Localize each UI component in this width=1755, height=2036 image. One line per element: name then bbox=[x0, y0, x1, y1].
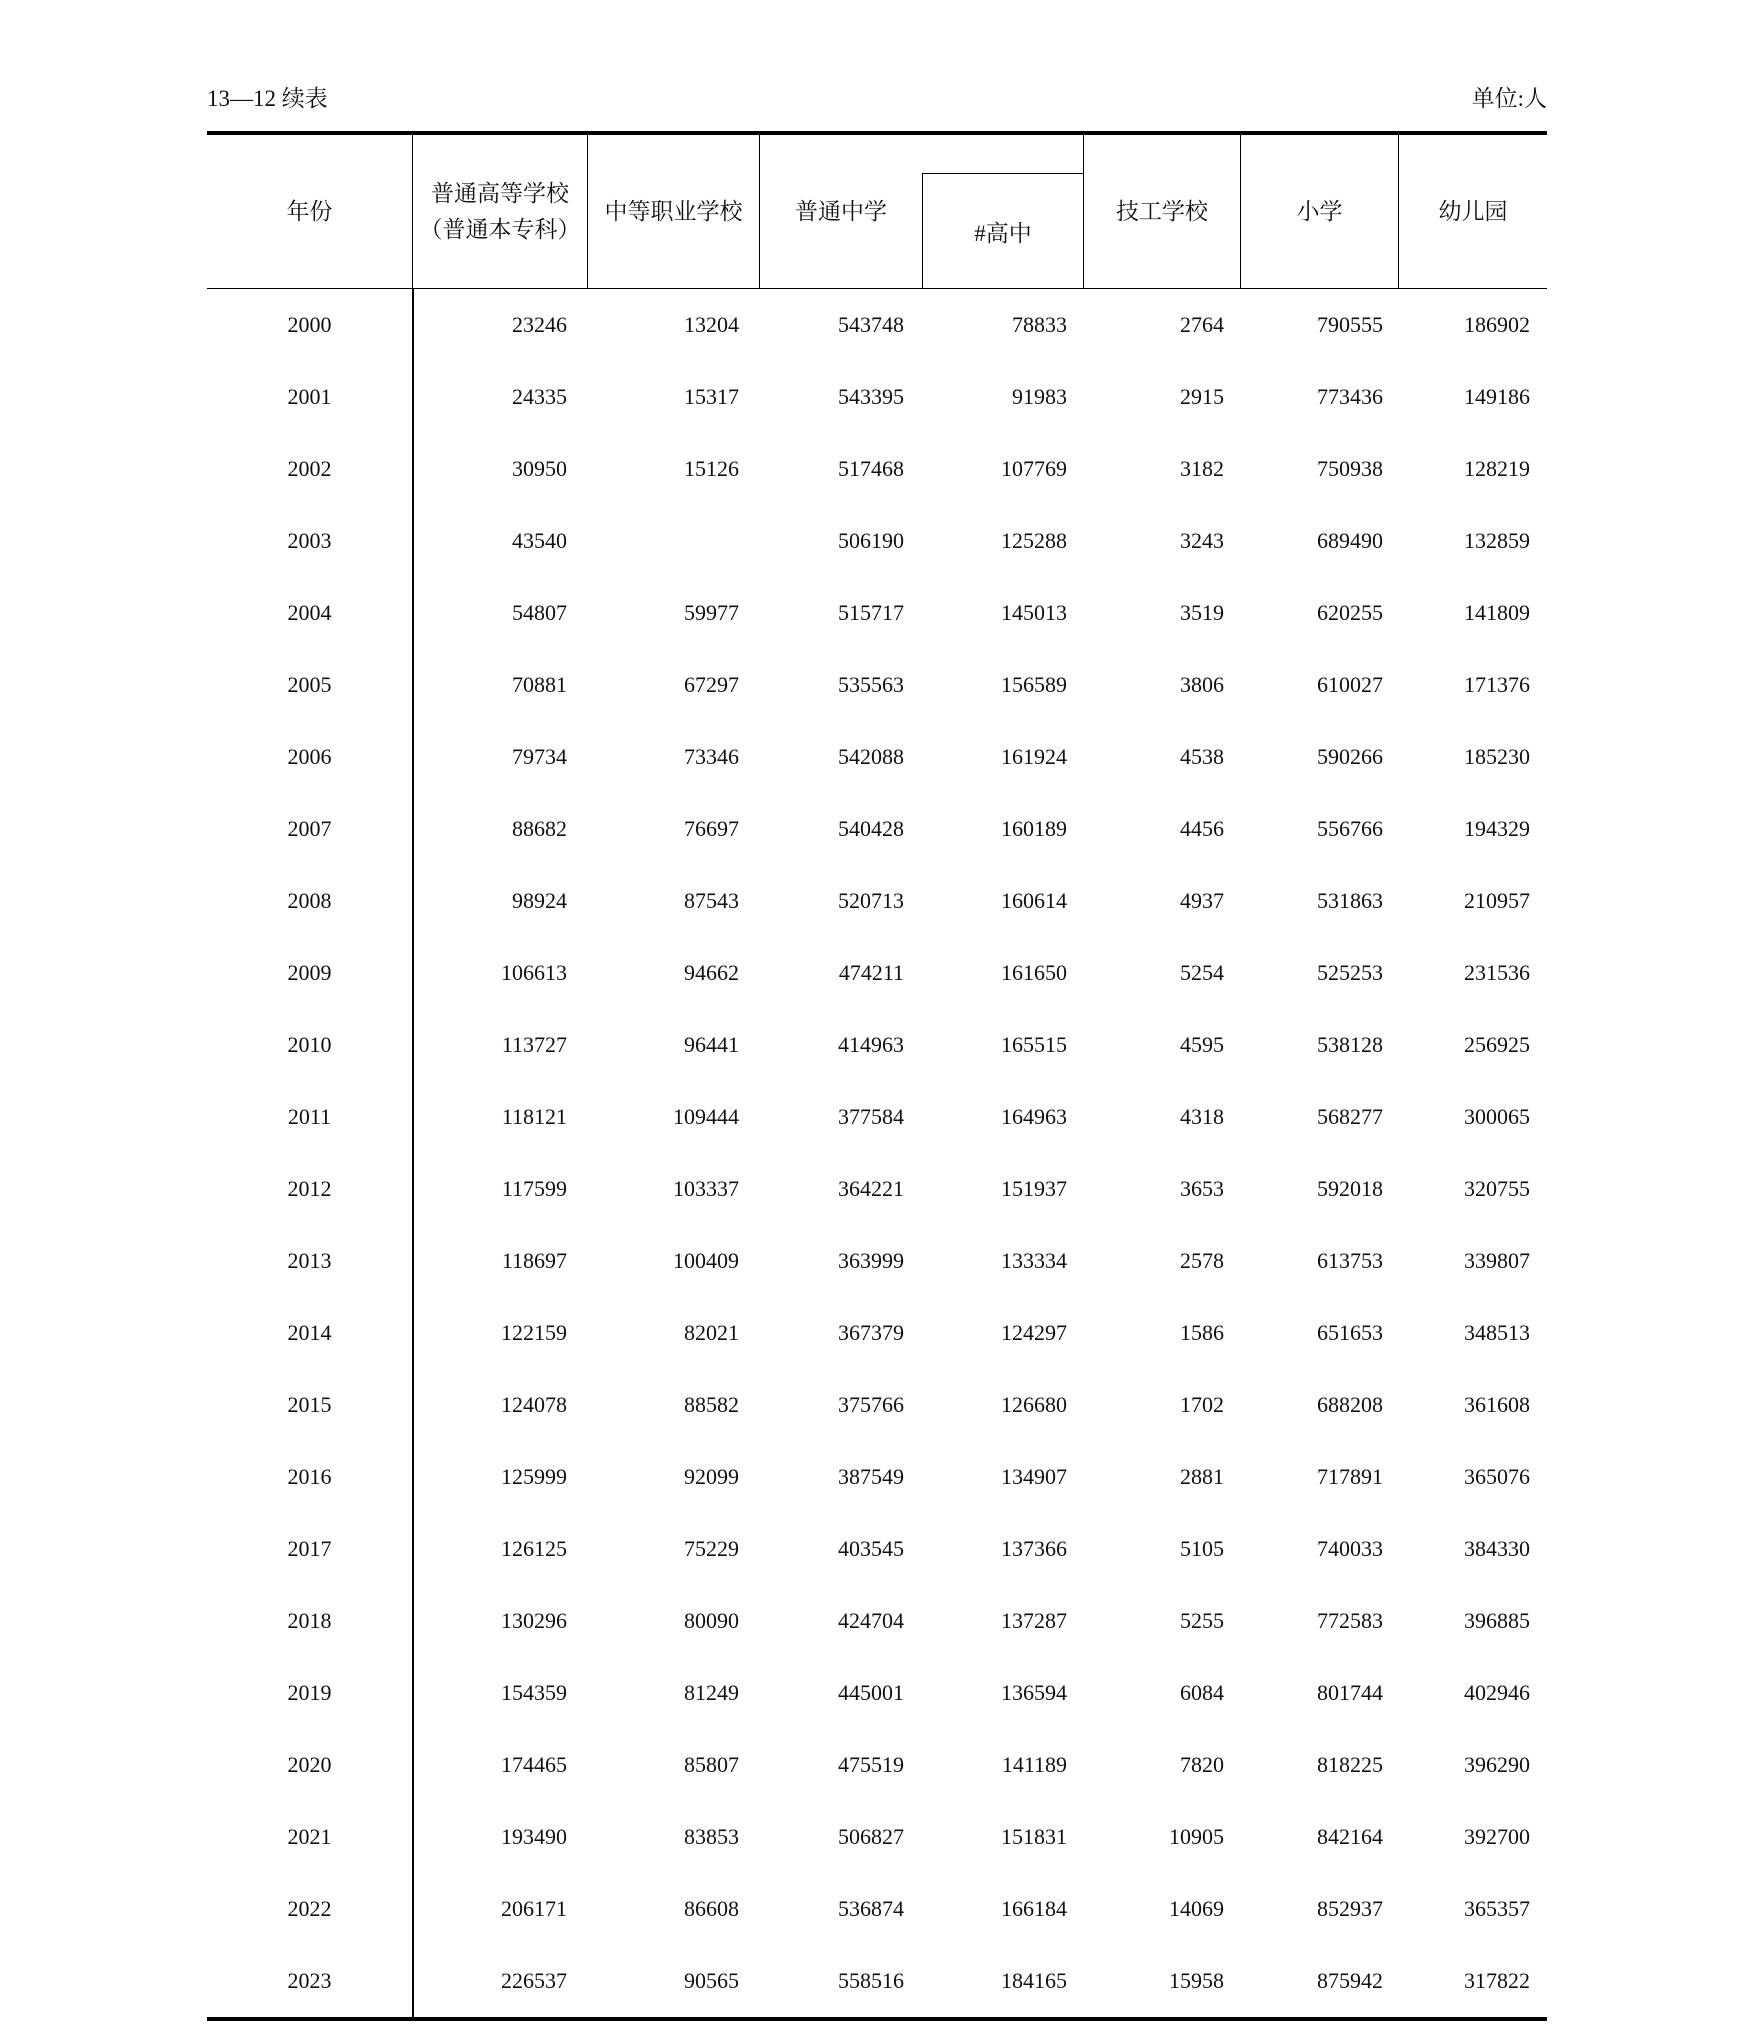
header-general-secondary-label: 普通中学 bbox=[795, 198, 887, 224]
cell-technical: 2915 bbox=[1180, 384, 1224, 409]
cell-senior-high: 160189 bbox=[1001, 816, 1067, 841]
table-row bbox=[207, 505, 1547, 577]
cell-year: 2004 bbox=[287, 600, 332, 625]
cell-kindergarten: 392700 bbox=[1464, 1824, 1530, 1849]
header-technical bbox=[1083, 135, 1240, 288]
cell-technical: 6084 bbox=[1180, 1680, 1224, 1705]
cell-senior-high: 161650 bbox=[1001, 960, 1067, 985]
cell-year: 2018 bbox=[287, 1608, 332, 1633]
cell-higher-ed: 43540 bbox=[512, 528, 567, 553]
table-row bbox=[207, 1657, 1547, 1729]
cell-general-secondary: 558516 bbox=[838, 1968, 904, 1993]
cell-secondary-vocational: 92099 bbox=[684, 1464, 739, 1489]
cell-general-secondary: 414963 bbox=[838, 1032, 904, 1057]
cell-primary: 801744 bbox=[1317, 1680, 1383, 1705]
table-header bbox=[207, 135, 1547, 289]
cell-technical: 5254 bbox=[1180, 960, 1224, 985]
cell-higher-ed: 113727 bbox=[501, 1032, 567, 1057]
cell-senior-high: 124297 bbox=[1001, 1320, 1067, 1345]
cell-technical: 4937 bbox=[1180, 888, 1224, 913]
cell-senior-high: 136594 bbox=[1001, 1680, 1067, 1705]
cell-senior-high: 156589 bbox=[1001, 672, 1067, 697]
cell-year: 2023 bbox=[287, 1968, 332, 1993]
cell-senior-high: 126680 bbox=[1001, 1392, 1067, 1417]
cell-general-secondary: 542088 bbox=[838, 744, 904, 769]
cell-primary: 688208 bbox=[1317, 1392, 1383, 1417]
cell-secondary-vocational: 83853 bbox=[684, 1824, 739, 1849]
cell-secondary-vocational: 90565 bbox=[684, 1968, 739, 1993]
cell-year: 2010 bbox=[287, 1032, 332, 1057]
cell-general-secondary: 540428 bbox=[838, 816, 904, 841]
header-senior-high-label: #高中 bbox=[974, 220, 1032, 246]
cell-technical: 3182 bbox=[1180, 456, 1224, 481]
cell-primary: 651653 bbox=[1317, 1320, 1383, 1345]
cell-higher-ed: 154359 bbox=[501, 1680, 567, 1705]
cell-higher-ed: 88682 bbox=[512, 816, 567, 841]
cell-secondary-vocational: 103337 bbox=[673, 1176, 739, 1201]
cell-higher-ed: 206171 bbox=[501, 1896, 567, 1921]
cell-general-secondary: 445001 bbox=[838, 1680, 904, 1705]
cell-general-secondary: 515717 bbox=[838, 600, 904, 625]
cell-technical: 1586 bbox=[1180, 1320, 1224, 1345]
cell-higher-ed: 124078 bbox=[501, 1392, 567, 1417]
table-row bbox=[207, 1585, 1547, 1657]
cell-year: 2001 bbox=[287, 384, 332, 409]
cell-technical: 1702 bbox=[1180, 1392, 1224, 1417]
cell-year: 2011 bbox=[287, 1104, 332, 1129]
cell-secondary-vocational: 96441 bbox=[684, 1032, 739, 1057]
cell-year: 2013 bbox=[287, 1248, 332, 1273]
cell-senior-high: 164963 bbox=[1001, 1104, 1067, 1129]
cell-secondary-vocational: 76697 bbox=[684, 816, 739, 841]
cell-senior-high: 141189 bbox=[1001, 1752, 1067, 1777]
table-row bbox=[207, 649, 1547, 721]
cell-senior-high: 161924 bbox=[1001, 744, 1067, 769]
cell-kindergarten: 300065 bbox=[1464, 1104, 1530, 1129]
cell-kindergarten: 402946 bbox=[1464, 1680, 1530, 1705]
cell-general-secondary: 520713 bbox=[838, 888, 904, 913]
table-row bbox=[207, 937, 1547, 1009]
cell-secondary-vocational: 15317 bbox=[684, 384, 739, 409]
cell-technical: 4538 bbox=[1180, 744, 1224, 769]
cell-primary: 852937 bbox=[1317, 1896, 1383, 1921]
cell-general-secondary: 535563 bbox=[838, 672, 904, 697]
data-table bbox=[207, 131, 1547, 2021]
cell-secondary-vocational: 86608 bbox=[684, 1896, 739, 1921]
cell-general-secondary: 506190 bbox=[838, 528, 904, 553]
cell-year: 2002 bbox=[287, 456, 332, 481]
cell-primary: 620255 bbox=[1317, 600, 1383, 625]
table-row bbox=[207, 1945, 1547, 2017]
cell-senior-high: 160614 bbox=[1001, 888, 1067, 913]
cell-secondary-vocational: 73346 bbox=[684, 744, 739, 769]
cell-kindergarten: 256925 bbox=[1464, 1032, 1530, 1057]
cell-general-secondary: 543395 bbox=[838, 384, 904, 409]
cell-secondary-vocational bbox=[587, 505, 739, 577]
cell-higher-ed: 122159 bbox=[501, 1320, 567, 1345]
cell-year: 2022 bbox=[287, 1896, 332, 1921]
cell-secondary-vocational: 88582 bbox=[684, 1392, 739, 1417]
cell-higher-ed: 70881 bbox=[512, 672, 567, 697]
cell-kindergarten: 141809 bbox=[1464, 600, 1530, 625]
cell-primary: 592018 bbox=[1317, 1176, 1383, 1201]
cell-technical: 4318 bbox=[1180, 1104, 1224, 1129]
cell-primary: 717891 bbox=[1317, 1464, 1383, 1489]
cell-secondary-vocational: 100409 bbox=[673, 1248, 739, 1273]
cell-technical: 3653 bbox=[1180, 1176, 1224, 1201]
cell-higher-ed: 24335 bbox=[512, 384, 567, 409]
table-row bbox=[207, 1297, 1547, 1369]
header-secondary-vocational-label: 中等职业学校 bbox=[604, 198, 743, 224]
header-year bbox=[207, 135, 412, 288]
cell-technical: 5105 bbox=[1180, 1536, 1224, 1561]
header-higher-ed-line1: 普通高等学校 bbox=[431, 180, 569, 206]
cell-senior-high: 107769 bbox=[1001, 456, 1067, 481]
cell-higher-ed: 79734 bbox=[512, 744, 567, 769]
cell-primary: 610027 bbox=[1317, 672, 1383, 697]
cell-secondary-vocational: 75229 bbox=[684, 1536, 739, 1561]
cell-year: 2006 bbox=[287, 744, 332, 769]
cell-year: 2016 bbox=[287, 1464, 332, 1489]
cell-year: 2003 bbox=[287, 528, 332, 553]
table-row bbox=[207, 1873, 1547, 1945]
cell-primary: 818225 bbox=[1317, 1752, 1383, 1777]
cell-technical: 3243 bbox=[1180, 528, 1224, 553]
cell-higher-ed: 226537 bbox=[501, 1968, 567, 1993]
cell-general-secondary: 367379 bbox=[838, 1320, 904, 1345]
cell-kindergarten: 396885 bbox=[1464, 1608, 1530, 1633]
cell-year: 2005 bbox=[287, 672, 332, 697]
cell-technical: 2881 bbox=[1180, 1464, 1224, 1489]
cell-kindergarten: 384330 bbox=[1464, 1536, 1530, 1561]
cell-senior-high: 133334 bbox=[1001, 1248, 1067, 1273]
cell-higher-ed: 30950 bbox=[512, 456, 567, 481]
table-row bbox=[207, 1729, 1547, 1801]
cell-general-secondary: 475519 bbox=[838, 1752, 904, 1777]
cell-kindergarten: 128219 bbox=[1464, 456, 1530, 481]
cell-higher-ed: 118121 bbox=[501, 1104, 567, 1129]
header-secondary-vocational bbox=[587, 135, 759, 288]
cell-technical: 7820 bbox=[1180, 1752, 1224, 1777]
cell-technical: 5255 bbox=[1180, 1608, 1224, 1633]
cell-primary: 740033 bbox=[1317, 1536, 1383, 1561]
table-row bbox=[207, 361, 1547, 433]
cell-secondary-vocational: 59977 bbox=[684, 600, 739, 625]
cell-primary: 773436 bbox=[1317, 384, 1383, 409]
cell-higher-ed: 130296 bbox=[501, 1608, 567, 1633]
cell-primary: 568277 bbox=[1317, 1104, 1383, 1129]
cell-year: 2007 bbox=[287, 816, 332, 841]
cell-general-secondary: 364221 bbox=[838, 1176, 904, 1201]
cell-secondary-vocational: 15126 bbox=[684, 456, 739, 481]
table-row bbox=[207, 577, 1547, 649]
cell-secondary-vocational: 85807 bbox=[684, 1752, 739, 1777]
cell-technical: 4595 bbox=[1180, 1032, 1224, 1057]
cell-secondary-vocational: 94662 bbox=[684, 960, 739, 985]
header-technical-label: 技工学校 bbox=[1116, 198, 1208, 224]
header-primary-label: 小学 bbox=[1296, 198, 1343, 224]
cell-higher-ed: 118697 bbox=[501, 1248, 567, 1273]
bottom-rule bbox=[207, 2017, 1547, 2021]
cell-general-secondary: 506827 bbox=[838, 1824, 904, 1849]
cell-primary: 525253 bbox=[1317, 960, 1383, 985]
cell-kindergarten: 348513 bbox=[1464, 1320, 1530, 1345]
cell-year: 2020 bbox=[287, 1752, 332, 1777]
cell-year: 2009 bbox=[287, 960, 332, 985]
cell-primary: 875942 bbox=[1317, 1968, 1383, 1993]
cell-general-secondary: 474211 bbox=[838, 960, 904, 985]
cell-senior-high: 78833 bbox=[1012, 312, 1067, 337]
table-row bbox=[207, 1801, 1547, 1873]
cell-secondary-vocational: 109444 bbox=[673, 1104, 739, 1129]
cell-year: 2021 bbox=[287, 1824, 332, 1849]
cell-higher-ed: 23246 bbox=[512, 312, 567, 337]
table-row bbox=[207, 1009, 1547, 1081]
cell-kindergarten: 317822 bbox=[1464, 1968, 1530, 1993]
table-row bbox=[207, 865, 1547, 937]
cell-general-secondary: 375766 bbox=[838, 1392, 904, 1417]
cell-year: 2017 bbox=[287, 1536, 332, 1561]
table-title: 13—12 续表 bbox=[207, 86, 328, 111]
table-row bbox=[207, 793, 1547, 865]
cell-general-secondary: 377584 bbox=[838, 1104, 904, 1129]
cell-year: 2019 bbox=[287, 1680, 332, 1705]
cell-kindergarten: 361608 bbox=[1464, 1392, 1530, 1417]
cell-kindergarten: 365076 bbox=[1464, 1464, 1530, 1489]
cell-general-secondary: 363999 bbox=[838, 1248, 904, 1273]
cell-higher-ed: 174465 bbox=[501, 1752, 567, 1777]
header-kindergarten bbox=[1398, 135, 1547, 288]
cell-kindergarten: 396290 bbox=[1464, 1752, 1530, 1777]
table-row bbox=[207, 1153, 1547, 1225]
cell-kindergarten: 171376 bbox=[1464, 672, 1530, 697]
cell-senior-high: 145013 bbox=[1001, 600, 1067, 625]
cell-general-secondary: 424704 bbox=[838, 1608, 904, 1633]
cell-primary: 772583 bbox=[1317, 1608, 1383, 1633]
cell-primary: 750938 bbox=[1317, 456, 1383, 481]
cell-kindergarten: 149186 bbox=[1464, 384, 1530, 409]
cell-general-secondary: 517468 bbox=[838, 456, 904, 481]
cell-primary: 689490 bbox=[1317, 528, 1383, 553]
cell-senior-high: 166184 bbox=[1001, 1896, 1067, 1921]
cell-general-secondary: 387549 bbox=[838, 1464, 904, 1489]
cell-kindergarten: 320755 bbox=[1464, 1176, 1530, 1201]
cell-technical: 2764 bbox=[1180, 312, 1224, 337]
header-general-secondary bbox=[759, 135, 922, 288]
cell-general-secondary: 543748 bbox=[838, 312, 904, 337]
table-row bbox=[207, 1225, 1547, 1297]
cell-general-secondary: 403545 bbox=[838, 1536, 904, 1561]
header-higher-ed bbox=[412, 135, 587, 288]
cell-higher-ed: 126125 bbox=[501, 1536, 567, 1561]
header-senior-high bbox=[922, 173, 1083, 288]
cell-kindergarten: 194329 bbox=[1464, 816, 1530, 841]
cell-technical: 3806 bbox=[1180, 672, 1224, 697]
cell-kindergarten: 210957 bbox=[1464, 888, 1530, 913]
cell-secondary-vocational: 81249 bbox=[684, 1680, 739, 1705]
cell-technical: 15958 bbox=[1169, 1968, 1224, 1993]
cell-senior-high: 184165 bbox=[1001, 1968, 1067, 1993]
cell-secondary-vocational: 13204 bbox=[684, 312, 739, 337]
cell-year: 2008 bbox=[287, 888, 332, 913]
cell-senior-high: 165515 bbox=[1001, 1032, 1067, 1057]
table-row bbox=[207, 289, 1547, 361]
cell-kindergarten: 339807 bbox=[1464, 1248, 1530, 1273]
cell-higher-ed: 193490 bbox=[501, 1824, 567, 1849]
cell-higher-ed: 54807 bbox=[512, 600, 567, 625]
cell-year: 2012 bbox=[287, 1176, 332, 1201]
cell-kindergarten: 365357 bbox=[1464, 1896, 1530, 1921]
cell-secondary-vocational: 67297 bbox=[684, 672, 739, 697]
cell-senior-high: 137366 bbox=[1001, 1536, 1067, 1561]
cell-senior-high: 134907 bbox=[1001, 1464, 1067, 1489]
table-row bbox=[207, 1441, 1547, 1513]
header-kindergarten-label: 幼儿园 bbox=[1438, 198, 1508, 224]
cell-senior-high: 151937 bbox=[1001, 1176, 1067, 1201]
cell-secondary-vocational: 87543 bbox=[684, 888, 739, 913]
cell-secondary-vocational: 80090 bbox=[684, 1608, 739, 1633]
cell-kindergarten: 132859 bbox=[1464, 528, 1530, 553]
cell-kindergarten: 185230 bbox=[1464, 744, 1530, 769]
cell-higher-ed: 98924 bbox=[512, 888, 567, 913]
cell-senior-high: 137287 bbox=[1001, 1608, 1067, 1633]
cell-primary: 613753 bbox=[1317, 1248, 1383, 1273]
cell-higher-ed: 117599 bbox=[501, 1176, 567, 1201]
table-row bbox=[207, 721, 1547, 793]
cell-technical: 14069 bbox=[1169, 1896, 1224, 1921]
header-year-label: 年份 bbox=[286, 198, 333, 224]
table-row bbox=[207, 1513, 1547, 1585]
cell-kindergarten: 186902 bbox=[1464, 312, 1530, 337]
cell-technical: 4456 bbox=[1180, 816, 1224, 841]
cell-primary: 531863 bbox=[1317, 888, 1383, 913]
cell-senior-high: 125288 bbox=[1001, 528, 1067, 553]
cell-general-secondary: 536874 bbox=[838, 1896, 904, 1921]
cell-kindergarten: 231536 bbox=[1464, 960, 1530, 985]
cell-primary: 538128 bbox=[1317, 1032, 1383, 1057]
cell-technical: 10905 bbox=[1169, 1824, 1224, 1849]
cell-technical: 2578 bbox=[1180, 1248, 1224, 1273]
header-higher-ed-line2: （普通本专科） bbox=[419, 216, 581, 242]
cell-year: 2014 bbox=[287, 1320, 332, 1345]
table-row bbox=[207, 1369, 1547, 1441]
cell-year: 2015 bbox=[287, 1392, 332, 1417]
cell-senior-high: 151831 bbox=[1001, 1824, 1067, 1849]
table-body bbox=[207, 289, 1547, 2017]
unit-label: 单位:人 bbox=[1471, 86, 1547, 111]
cell-primary: 790555 bbox=[1317, 312, 1383, 337]
cell-primary: 590266 bbox=[1317, 744, 1383, 769]
header-primary bbox=[1240, 135, 1398, 288]
cell-senior-high: 91983 bbox=[1012, 384, 1067, 409]
cell-year: 2000 bbox=[287, 312, 332, 337]
cell-technical: 3519 bbox=[1180, 600, 1224, 625]
cell-higher-ed: 106613 bbox=[501, 960, 567, 985]
cell-secondary-vocational: 82021 bbox=[684, 1320, 739, 1345]
table-row bbox=[207, 1081, 1547, 1153]
cell-primary: 842164 bbox=[1317, 1824, 1383, 1849]
cell-primary: 556766 bbox=[1317, 816, 1383, 841]
cell-higher-ed: 125999 bbox=[501, 1464, 567, 1489]
table-row bbox=[207, 433, 1547, 505]
